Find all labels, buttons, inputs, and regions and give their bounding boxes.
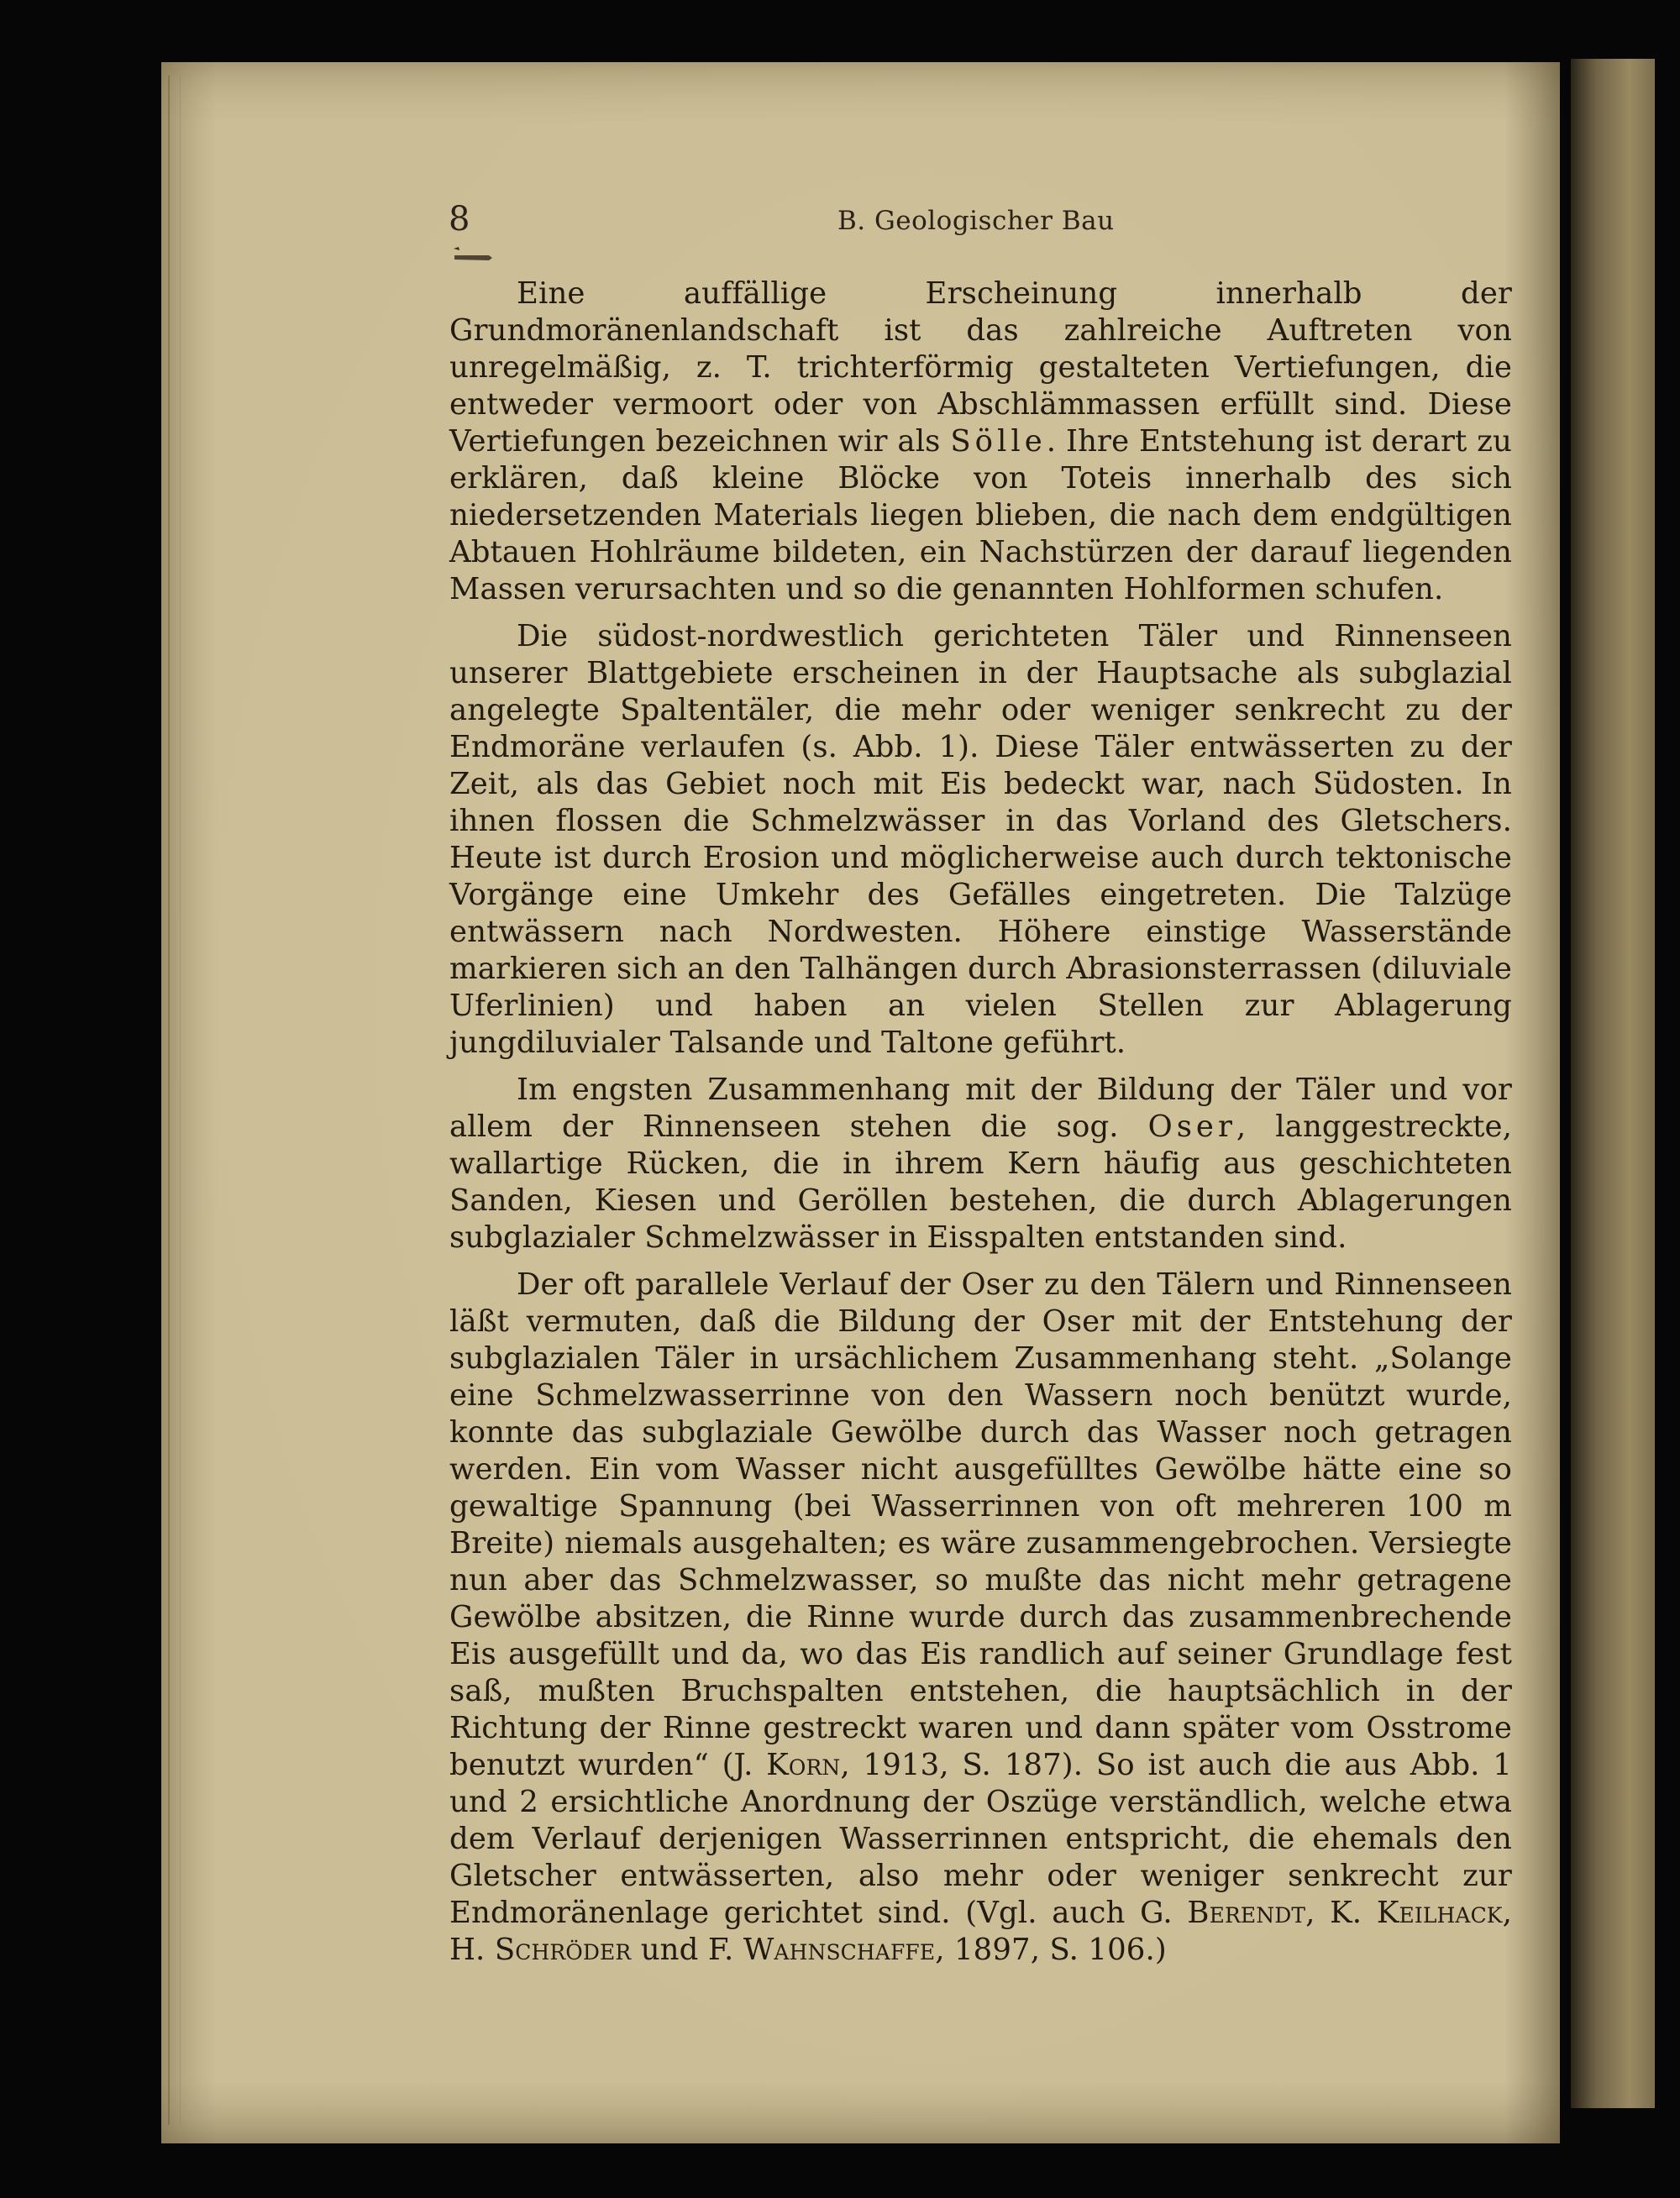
author-name: Berendt: [1187, 1896, 1306, 1930]
page-number: 8: [449, 200, 470, 239]
text-run: und F.: [631, 1933, 743, 1967]
paragraph: [449, 1267, 1512, 1969]
ink-smudge-mark: [452, 245, 494, 264]
facing-page-edge: [1571, 59, 1655, 2108]
paragraph: [449, 275, 1512, 608]
spaced-term-oser: Oser: [1147, 1109, 1236, 1144]
running-header: [0, 198, 1680, 240]
body-text: [449, 275, 1512, 1969]
text-run: , langgestreckte, wallartige Rücken, die in ihrem Kern häufig aus geschichteten Sanden, Kiesen und Geröllen bestehen, die durch Ablagerungen subglazialer Schmelzwässer in Eisspalten entstanden sind.: [449, 1109, 1512, 1255]
author-name: Wahnschaffe: [743, 1933, 936, 1967]
text-run: . Ihre Entstehung ist derart zu erklären, daß kleine Blöcke von Toteis innerhalb des sich niedersetzenden Materials liegen blieben, die nach dem endgültigen Abtauen Hohlräume bildeten, ein Nachstürzen der darauf liegenden Massen verursachten und so die genannten Hohlformen schufen.: [449, 424, 1512, 606]
text-run: , 1897, S. 106.): [935, 1933, 1167, 1967]
author-name: Schröder: [494, 1933, 632, 1967]
author-name: Korn: [766, 1748, 841, 1782]
paragraph: [449, 1072, 1512, 1256]
text-run: , H.: [449, 1896, 1512, 1967]
author-name: Keilhack: [1376, 1896, 1503, 1930]
text-run: , 1913, S. 187). So ist auch die aus Abb. 1 und 2 ersichtliche Anordnung der Oszüge verständlich, welche etwa dem Verlauf derjenigen Wasserrinnen entspricht, die ehemals den Gletscher entwässerten, also mehr oder weniger senkrecht zur Endmoränenlage gerichtet sind. (Vgl. auch G.: [449, 1748, 1512, 1930]
text-run: Im engsten Zusammenhang mit der Bildung der Täler und vor allem der Rinnenseen stehen die sog.: [449, 1073, 1512, 1144]
section-title: B. Geologischer Bau: [837, 206, 1115, 236]
text-run: Eine auffällige Erscheinung innerhalb der Grundmoränenlandschaft ist das zahlreiche Auftreten von unregelmäßig, z. T. trichterförmig gestalteten Vertiefungen, die entweder vermoort oder von Abschlämmassen erfüllt sind. Diese Vertiefungen bezeichnen wir als: [449, 276, 1512, 459]
text-run: , K.: [1305, 1896, 1377, 1930]
text-run: Der oft parallele Verlauf der Oser zu den Tälern und Rinnenseen läßt vermuten, daß die Bildung der Oser mit der Entstehung der subglazialen Täler in ursächlichem Zusammenhang steht. „Solange eine Schmelzwasserrinne von den Wassern noch benützt wurde, konnte das subglaziale Gewölbe durch das Wasser noch getragen werden. Ein vom Wasser nicht ausgefülltes Gewölbe hätte eine so gewaltige Spannung (bei Wasserrinnen von oft mehreren 100 m Breite) niemals ausgehalten; es wäre zusammengebrochen. Versiegte nun aber das Schmelzwasser, so mußte das nicht mehr getragene Gewölbe absitzen, die Rinne wurde durch das zusammenbrechende Eis ausgefüllt und da, wo das Eis randlich auf seiner Grundlage fest saß, mußten Bruchspalten entstehen, die hauptsächlich in der Richtung der Rinne gestreckt waren und dann später vom Osstrome benutzt wurden“ (J.: [449, 1267, 1512, 1782]
spaced-term-soelle: Sölle: [950, 424, 1047, 459]
page-stack-edge: [168, 76, 181, 2125]
text-run: Die südost-nordwestlich gerichteten Täler und Rinnenseen unserer Blattgebiete erscheinen in der Hauptsache als subglazial angelegte Spaltentäler, die mehr oder weniger senkrecht zu der Endmoräne verlaufen (s. Abb. 1). Diese Täler entwässerten zu der Zeit, als das Gebiet noch mit Eis bedeckt war, nach Südosten. In ihnen flossen die Schmelzwässer in das Vorland des Gletschers. Heute ist durch Erosion und möglicherweise auch durch tektonische Vorgänge eine Umkehr des Gefälles eingetreten. Die Talzüge entwässern nach Nordwesten. Höhere einstige Wasserstände markieren sich an den Talhängen durch Abrasionsterrassen (diluviale Uferlinien) und haben an vielen Stellen zur Ablagerung jungdiluvialer Talsande und Taltone geführt.: [449, 619, 1512, 1060]
paragraph: [449, 618, 1512, 1062]
